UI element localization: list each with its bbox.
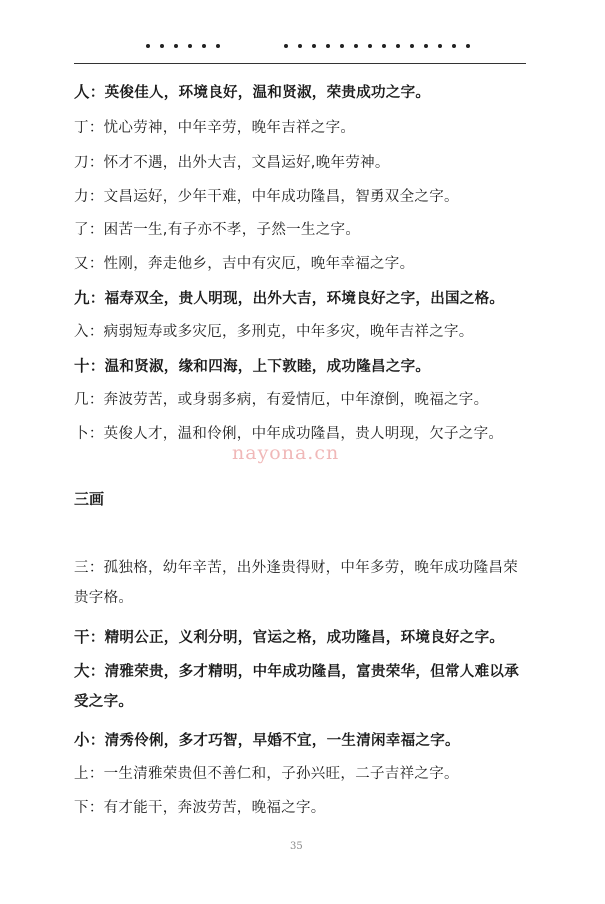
- entry-shi: 十：温和贤淑，缘和四海，上下敦睦，成功隆昌之字。: [74, 357, 431, 375]
- entry-san: 三：孤独格，幼年辛苦，出外逢贵得财，中年多劳，晚年成功隆昌荣贵字格。: [74, 560, 519, 606]
- section-title: 三画: [74, 490, 105, 508]
- entry-li: 力：文昌运好，少年干难，中年成功隆昌，智勇双全之字。: [74, 189, 459, 205]
- entry-ru: 入：病弱短寿或多灾厄，多刑克，中年多灾，晚年吉祥之字。: [74, 324, 474, 340]
- entry-liao: 了：困苦一生,有子亦不孝，子然一生之字。: [74, 222, 361, 238]
- entry-xia: 下：有才能干，奔波劳苦，晚福之字。: [74, 800, 326, 816]
- entry-bu: 卜：英俊人才，温和伶俐，中年成功隆昌，贵人明现，欠子之字。: [74, 426, 504, 442]
- entry-ren: 人：英俊佳人，环境良好，温和贤淑，荣贵成功之字。: [74, 83, 431, 101]
- header-dots-right: [284, 44, 470, 48]
- entry-dao: 刀：怀才不遇，出外大吉，文昌运好,晚年劳神。: [74, 155, 390, 171]
- page-number: 35: [290, 841, 303, 852]
- page-header: [74, 44, 526, 68]
- header-dots-left: [146, 44, 220, 48]
- entry-ding: 丁：忧心劳神，中年辛劳，晚年吉祥之字。: [74, 120, 356, 136]
- watermark: nayona.cn: [232, 442, 340, 464]
- entry-gan: 干：精明公正，义利分明，官运之格，成功隆昌，环境良好之字。: [74, 628, 505, 646]
- entry-you: 又：性刚，奔走他乡，吉中有灾厄，晚年幸福之字。: [74, 256, 415, 272]
- entry-ji: 几：奔波劳苦，或身弱多病，有爱情厄，中年潦倒，晚福之字。: [74, 392, 489, 408]
- entry-jiu: 九：福寿双全，贵人明现，出外大吉，环境良好之字，出国之格。: [74, 289, 505, 307]
- entry-shang: 上：一生清雅荣贵但不善仁和，子孙兴旺，二子吉祥之字。: [74, 766, 459, 782]
- entry-da: 大：清雅荣贵，多才精明，中年成功隆昌，富贵荣华，但常人难以承受之字。: [74, 662, 520, 710]
- entry-xiao: 小：清秀伶俐，多才巧智，早婚不宜，一生清闲幸福之字。: [74, 731, 460, 749]
- header-rule: [74, 63, 526, 64]
